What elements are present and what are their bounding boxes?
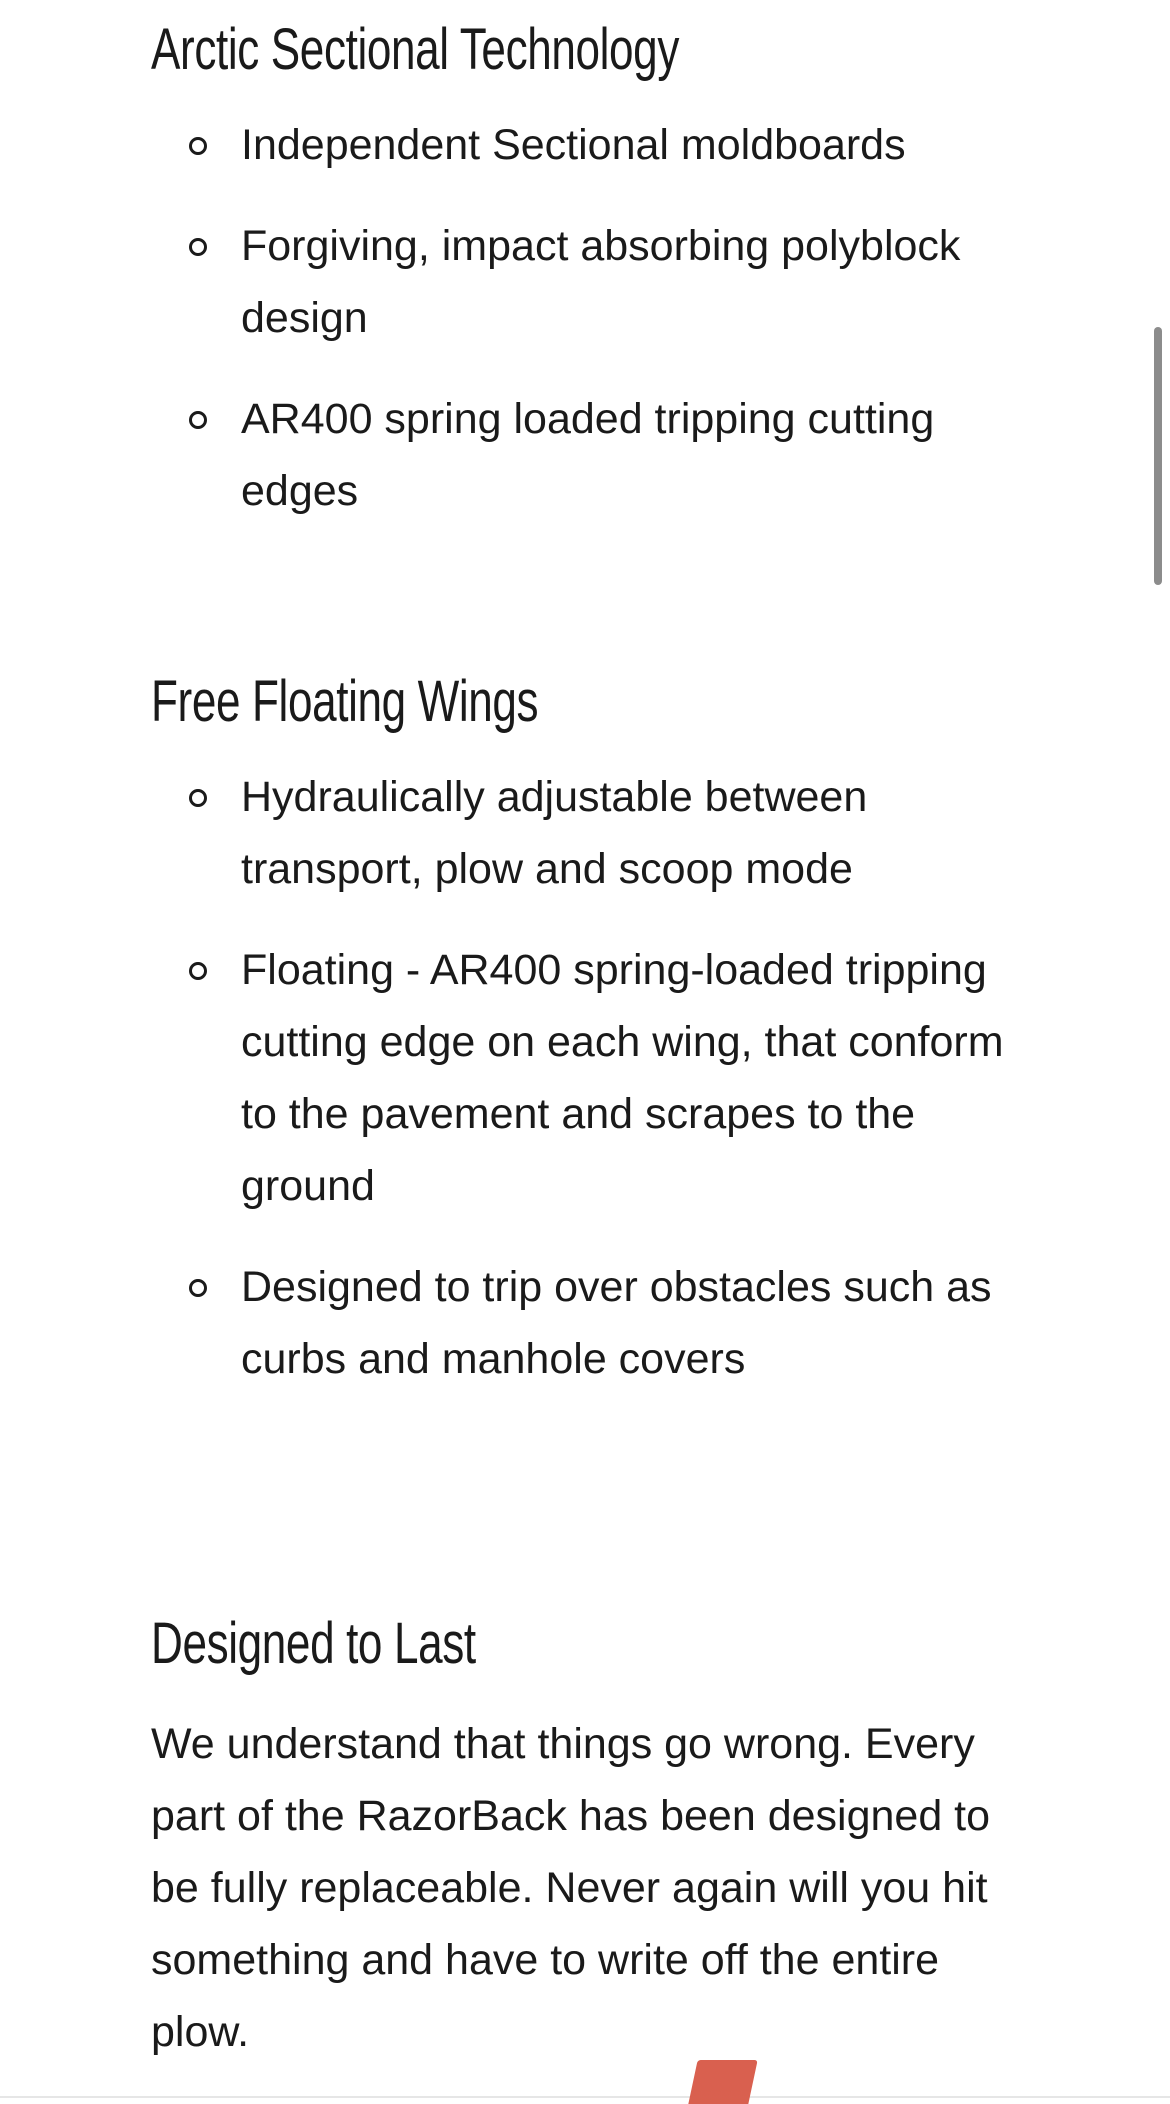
section-heading: Designed to Last: [151, 1611, 476, 1676]
circle-bullet-icon: [189, 137, 207, 155]
list-item: [151, 1251, 1031, 1395]
bottom-divider: [0, 2096, 1170, 2098]
section-designed-to-last: [151, 1594, 1031, 2068]
list-item-text: Hydraulically adjustable between transport, plow and scoop mode: [241, 773, 868, 893]
section-free-floating-wings: [151, 652, 1031, 1424]
feature-list: [151, 761, 1031, 1395]
section-heading: Arctic Sectional Technology: [151, 17, 679, 82]
circle-bullet-icon: [189, 238, 207, 256]
circle-bullet-icon: [189, 962, 207, 980]
list-item: [151, 934, 1031, 1222]
section-heading: Free Floating Wings: [151, 669, 539, 734]
circle-bullet-icon: [189, 411, 207, 429]
list-item: [151, 761, 1031, 905]
floating-tab-button[interactable]: [688, 2060, 757, 2104]
list-item-text: Forgiving, impact absorbing polyblock design: [241, 222, 961, 342]
list-item-text: Independent Sectional moldboards: [241, 121, 906, 169]
list-item: [151, 383, 1031, 527]
list-item-text: AR400 spring loaded tripping cutting edges: [241, 395, 935, 515]
scrollbar-thumb[interactable]: [1154, 327, 1162, 585]
list-item: [151, 210, 1031, 354]
section-paragraph: We understand that things go wrong. Every part of the RazorBack has been designed to be fully replaceable. Never again will you hit something and have to write off the entire plow.: [151, 1720, 991, 2056]
list-item-text: Floating - AR400 spring-loaded tripping cutting edge on each wing, that conform to the pavement and scrapes to the ground: [241, 946, 1004, 1210]
circle-bullet-icon: [189, 1279, 207, 1297]
list-item: [151, 109, 1031, 181]
list-item-text: Designed to trip over obstacles such as curbs and manhole covers: [241, 1263, 992, 1383]
circle-bullet-icon: [189, 789, 207, 807]
feature-list: [151, 109, 1031, 527]
section-arctic-sectional-technology: [151, 0, 1031, 556]
